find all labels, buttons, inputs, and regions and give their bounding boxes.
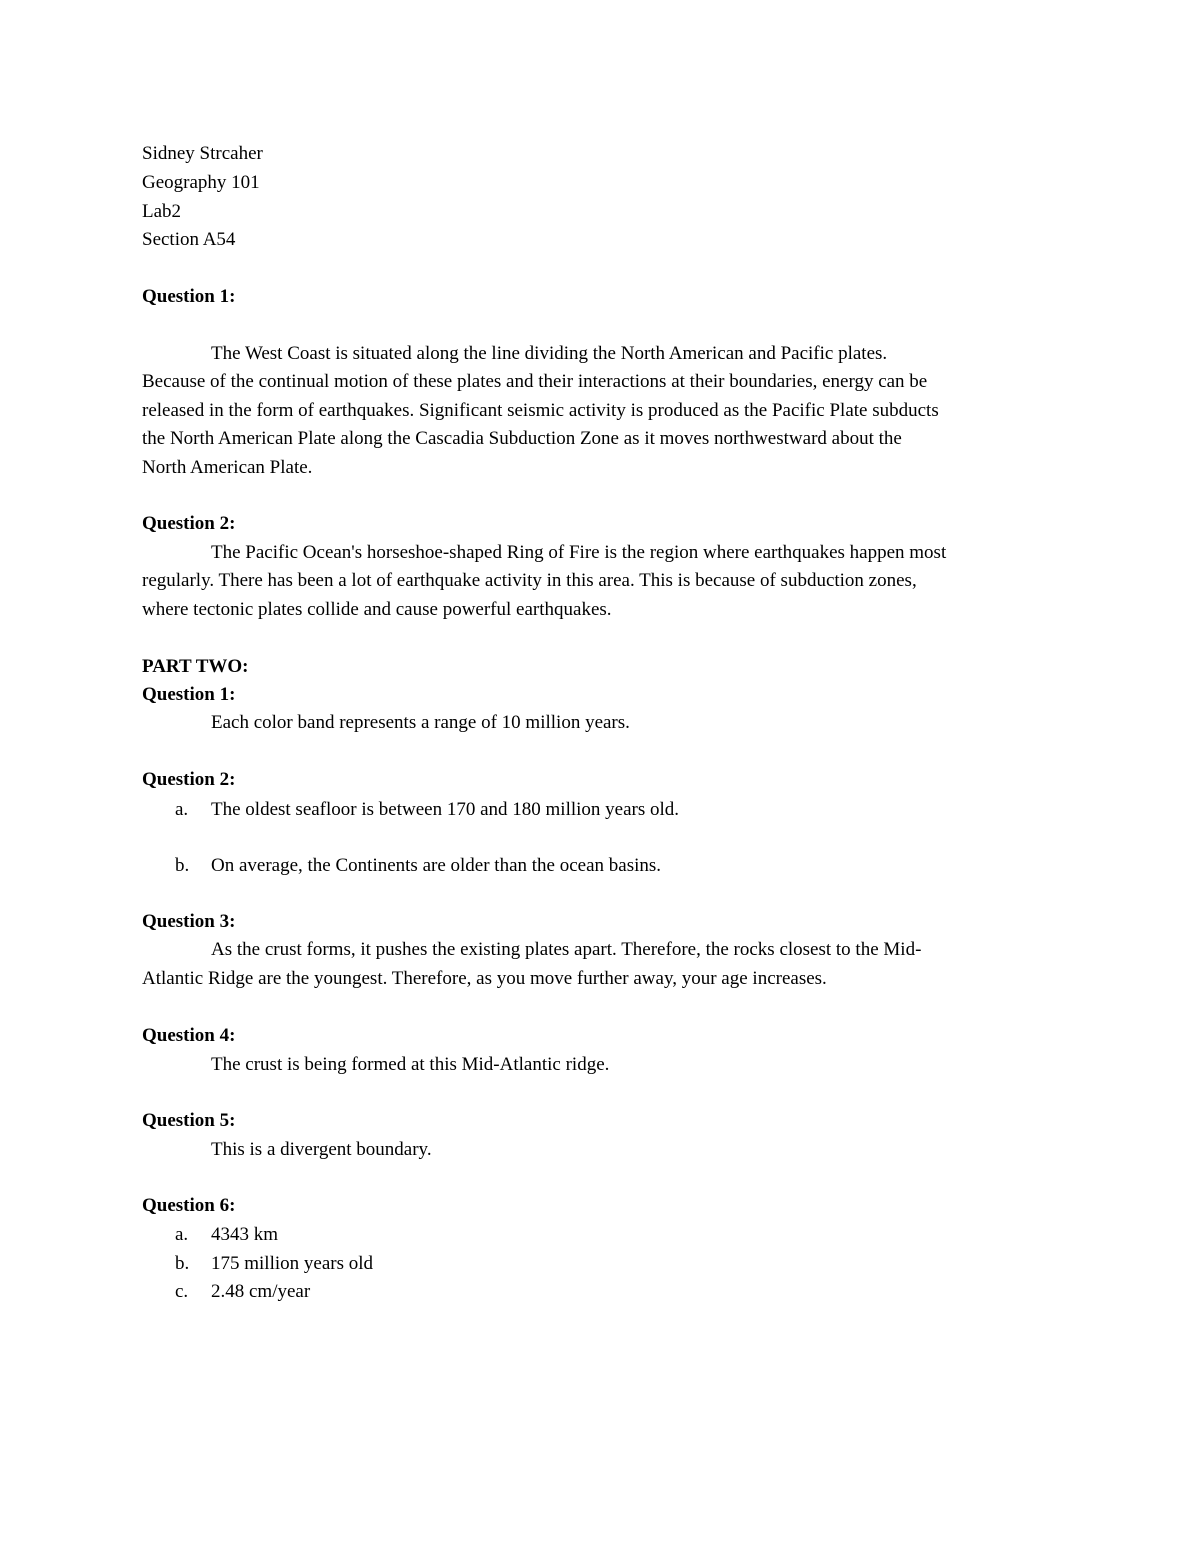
- answer-line: Each color band represents a range of 10 million years.: [211, 712, 630, 733]
- list-item: 2.48 cm/year: [211, 1281, 311, 1302]
- question-heading: Question 6:: [142, 1195, 236, 1216]
- answer-line: This is a divergent boundary.: [211, 1139, 432, 1160]
- student-name: Sidney Strcaher: [142, 143, 263, 164]
- part-two-heading: PART TWO:: [142, 656, 249, 677]
- question-heading: Question 4:: [142, 1025, 236, 1046]
- answer-line: where tectonic plates collide and cause powerful earthquakes.: [142, 599, 612, 620]
- answer-line: Atlantic Ridge are the youngest. Therefore, as you move further away, your age increases.: [142, 968, 827, 989]
- list-item: The oldest seafloor is between 170 and 180 million years old.: [211, 799, 680, 820]
- list-marker: b.: [175, 855, 190, 876]
- course-name: Geography 101: [142, 172, 260, 193]
- question-heading: Question 1:: [142, 684, 236, 705]
- answer-line: the North American Plate along the Cascadia Subduction Zone as it moves northwestward about the: [142, 428, 902, 449]
- answer-line: The Pacific Ocean's horseshoe-shaped Ring of Fire is the region where earthquakes happen most: [211, 542, 947, 563]
- list-marker: c.: [175, 1281, 189, 1302]
- list-item: 175 million years old: [211, 1253, 374, 1274]
- question-heading: Question 5:: [142, 1110, 236, 1131]
- question-heading: Question 3:: [142, 911, 236, 932]
- list-marker: b.: [175, 1253, 190, 1274]
- answer-line: North American Plate.: [142, 457, 313, 478]
- question-heading: Question 2:: [142, 513, 236, 534]
- list-item: 4343 km: [211, 1224, 279, 1245]
- answer-line: Because of the continual motion of these plates and their interactions at their boundaries, energy can be: [142, 371, 928, 392]
- lab-label: Lab2: [142, 201, 182, 222]
- question-heading: Question 2:: [142, 769, 236, 790]
- answer-line: released in the form of earthquakes. Significant seismic activity is produced as the Pacific Plate subducts: [142, 400, 939, 421]
- section-label: Section A54: [142, 229, 236, 250]
- answer-line: The crust is being formed at this Mid-Atlantic ridge.: [211, 1054, 610, 1075]
- answer-line: The West Coast is situated along the line dividing the North American and Pacific plates.: [211, 343, 888, 364]
- answer-line: As the crust forms, it pushes the existing plates apart. Therefore, the rocks closest to the Mid-: [211, 939, 922, 960]
- list-item: On average, the Continents are older than the ocean basins.: [211, 855, 662, 876]
- list-marker: a.: [175, 1224, 189, 1245]
- answer-line: regularly. There has been a lot of earthquake activity in this area. This is because of subduction zones,: [142, 570, 917, 591]
- list-marker: a.: [175, 799, 189, 820]
- question-heading: Question 1:: [142, 286, 236, 307]
